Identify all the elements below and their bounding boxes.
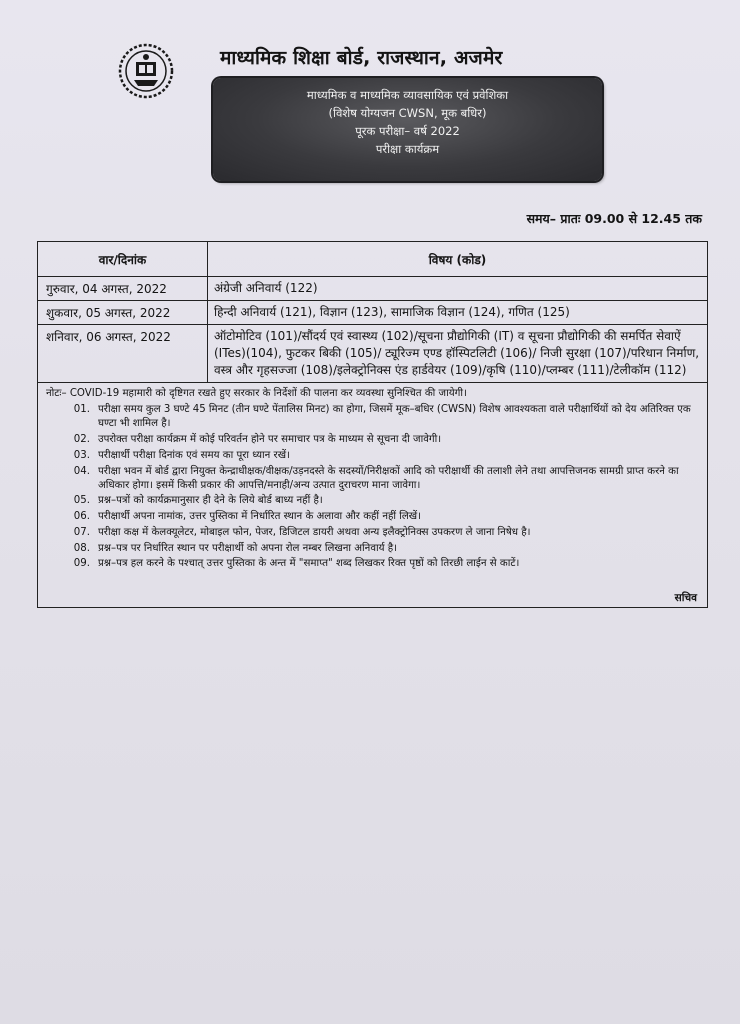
- board-title: माध्यमिक शिक्षा बोर्ड, राजस्थान, अजमेर: [220, 47, 503, 69]
- note-item: [44, 510, 701, 524]
- row-date: शुकवार, 05 अगस्त, 2022: [38, 301, 208, 325]
- table-header-row: [38, 242, 708, 277]
- note-text: प्रश्न–पत्र हल करने के पश्चात् उत्तर पुस्तिका के अन्त में "समाप्त" शब्द लिखकर रिक्त पृष्ठों को तिरछी लाईन से काटें।: [98, 558, 520, 570]
- banner-line-3: पूरक परीक्षा– वर्ष 2022: [355, 124, 460, 138]
- note-number: 03.: [73, 449, 90, 461]
- exam-timing: समय– प्रातः 09.00 से 12.45 तक: [526, 211, 702, 226]
- note-text: प्रश्न–पत्र पर निर्धारित स्थान पर परीक्षार्थी को अपना रोल नम्बर लिखना अनिवार्य है।: [98, 542, 398, 554]
- note-number: 04.: [73, 465, 90, 477]
- banner-line-4: परीक्षा कार्यक्रम: [375, 142, 440, 156]
- note-number: 09.: [73, 558, 90, 570]
- banner-line-2: (विशेष योग्यजन CWSN, मूक बधिर): [328, 106, 487, 120]
- row-date: गुरुवार, 04 अगस्त, 2022: [38, 277, 208, 301]
- note-number: 07.: [73, 526, 90, 538]
- note-item: [44, 433, 701, 447]
- note-text: उपरोक्त परीक्षा कार्यक्रम में कोई परिवर्तन होने पर समाचार पत्र के माध्यम से सूचना दी जावेगी।: [98, 434, 442, 446]
- table-row: [38, 277, 708, 301]
- notes-section: [37, 383, 708, 608]
- row-date: शनिवार, 06 अगस्त, 2022: [38, 325, 208, 383]
- note-number: 08.: [73, 542, 90, 554]
- note-item: [44, 403, 701, 431]
- notes-list: [44, 403, 701, 571]
- note-text: परीक्षार्थी अपना नामांक, उत्तर पुस्तिका में निर्धारित स्थान के अलावा और कहीं नहीं लिखें।: [98, 511, 421, 523]
- note-text: परीक्षा भवन में बोर्ड द्वारा नियुक्त केन्द्राधीक्षक/वीक्षक/उड़नदस्ते के सदस्यों/निरीक्षकों आदि को परीक्षार्थी की तलाशी लेने तथा आपत्तिजनक सामग्री प्राप्त करने का अधिकार होगा। इसमें किसी प्रकार की आपत्ति/मनाही/अन्य उत्पात दुराचरण माना जावेगा।: [98, 465, 679, 491]
- row-subjects: हिन्दी अनिवार्य (121), विज्ञान (123), सामाजिक विज्ञान (124), गणित (125): [208, 301, 708, 325]
- banner-line-1: माध्यमिक व माध्यमिक व्यावसायिक एवं प्रवेशिका: [306, 88, 509, 102]
- note-item: [44, 494, 701, 508]
- note-text: परीक्षार्थी परीक्षा दिनांक एवं समय का पूरा ध्यान रखें।: [98, 449, 290, 461]
- note-number: 06.: [73, 511, 90, 523]
- table-row: [38, 325, 708, 383]
- column-header-day-date: वार/दिनांक: [38, 242, 208, 277]
- note-item: [44, 542, 701, 556]
- note-number: 01.: [73, 404, 90, 416]
- board-emblem-icon: [118, 42, 174, 100]
- table-row: [38, 301, 708, 325]
- signature: सचिव: [674, 591, 697, 604]
- note-text: प्रश्न–पत्रों को कार्यक्रमानुसार ही देने के लिये बोर्ड बाध्य नहीं है।: [98, 495, 323, 507]
- note-text: परीक्षा कक्ष में केलक्यूलेटर, मोबाइल फोन, पेजर, डिजिटल डायरी अथवा अन्य इलैक्ट्रोनिक्स उपकरण ले जाना निषेध है।: [98, 526, 531, 538]
- column-header-subject: विषय (कोड): [208, 242, 708, 277]
- row-subjects: अंग्रेजी अनिवार्य (122): [208, 277, 708, 301]
- note-number: 05.: [73, 495, 90, 507]
- row-subjects: ऑटोमोटिव (101)/सौंदर्य एवं स्वास्थ्य (102)/सूचना प्रौद्योगिकी (IT) व सूचना प्रौद्योगिकी की समर्पित सेवाऐं (ITes)(104), फुटकर बिकी (105)/ ट्यूरिज्म एण्ड हॉस्पिटलिटी (106)/ निजी सुरक्षा (107)/परिधान निर्माण, वस्त्र और गृहसज्जा (108)/इलेक्ट्रोनिक्स एंड हार्डवेयर (109)/कृषि (110)/प्लम्बर (111)/टेलीकॉम (112): [208, 325, 708, 383]
- notes-intro: नोटः– COVID-19 महामारी को दृष्टिगत रखते हुए सरकार के निर्देशों की पालना कर व्यवस्था सुनिश्चित की जायेगी।: [46, 388, 467, 399]
- note-item: [44, 449, 701, 463]
- exam-schedule-table: [37, 241, 708, 383]
- note-number: 02.: [73, 434, 90, 446]
- note-text: परीक्षा समय कुल 3 घण्टे 45 मिनट (तीन घण्टे पेंतालिस मिनट) का होगा, जिसमें मूक–बधिर (CWSN) विशेष आवश्यकता वाले परीक्षार्थियों को देय अतिरिक्त एक घण्टा भी शामिल है।: [98, 404, 691, 430]
- note-item: [44, 465, 701, 493]
- exam-banner: [213, 78, 602, 181]
- note-item: [44, 557, 701, 571]
- note-item: [44, 526, 701, 540]
